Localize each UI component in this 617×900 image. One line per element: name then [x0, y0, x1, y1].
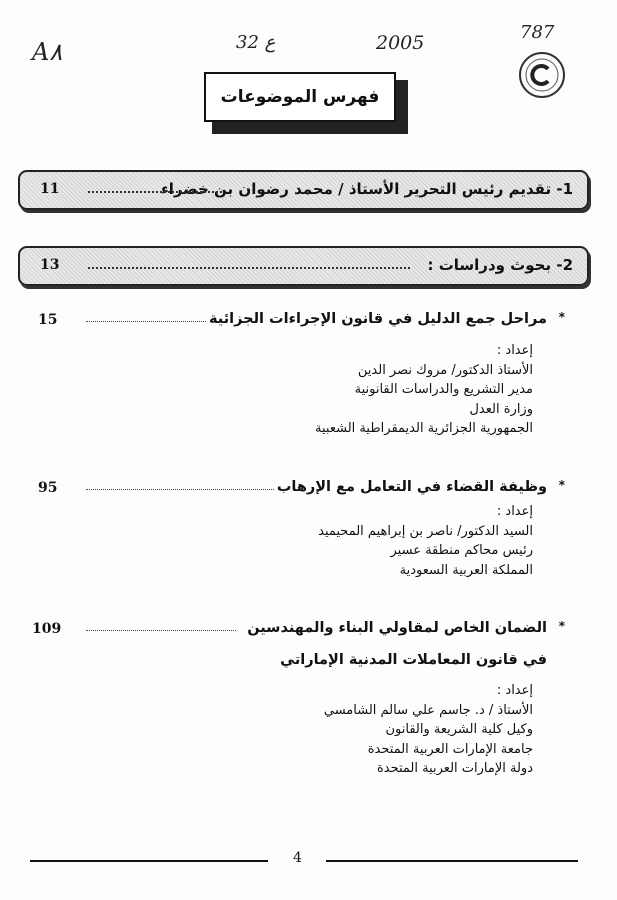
page-title: فهرس الموضوعات [204, 72, 396, 122]
author-block [324, 681, 533, 779]
leader-dots [86, 489, 274, 490]
author-block [315, 341, 533, 439]
author-line: وزارة العدل [469, 401, 533, 417]
handwritten-code: A٨ [32, 38, 63, 66]
footer-rule-right [326, 860, 578, 862]
article-title-line-2: في قانون المعاملات المدنية الإماراتي [280, 652, 547, 668]
author-block [318, 502, 533, 580]
author-line: دولة الإمارات العربية المتحدة [376, 761, 533, 776]
leader-dots [86, 321, 206, 322]
article-title: مراحل جمع الدليل في قانون الإجراءات الجزائية [208, 311, 547, 327]
leader-dots [86, 630, 236, 631]
section-title: 1- تقديم رئيس التحرير الأستاذ / محمد رضوان بن خضراء [161, 180, 573, 198]
article-title: الضمان الخاص لمقاولي البناء والمهندسين [247, 620, 547, 636]
handwritten-number: 787 [520, 22, 555, 43]
leader-dots [88, 267, 410, 269]
author-line: وكيل كلية الشريعة والقانون [385, 722, 533, 737]
article-title: وظيفة القضاء في التعامل مع الإرهاب [276, 479, 547, 495]
bullet-star: * [558, 310, 565, 324]
prepared-by-label: إعداد : [496, 504, 533, 519]
article-page-number: 95 [38, 480, 58, 496]
section-banner-editor-intro [18, 170, 589, 210]
article-page-number: 109 [32, 621, 62, 637]
handwritten-year: 2005 [376, 32, 425, 54]
section-page-number: 13 [40, 257, 60, 273]
section-banner-research [18, 246, 589, 286]
author-line: المملكة العربية السعودية [399, 562, 533, 578]
library-stamp-icon [517, 50, 567, 100]
author-line: الأستاذ / د. جاسم علي سالم الشامسي [323, 702, 533, 718]
handwritten-issue: 32 ع [236, 32, 276, 53]
article-page-number: 15 [38, 312, 58, 328]
author-line: مدير التشريع والدراسات القانونية [354, 382, 533, 397]
bullet-star: * [558, 619, 565, 633]
section-title: 2- بحوث ودراسات : [427, 256, 573, 274]
prepared-by-label: إعداد : [496, 343, 533, 358]
footer-page-number: 4 [293, 850, 302, 866]
title-frame [204, 72, 408, 134]
author-line: السيد الدكتور/ ناصر بن إبراهيم المحيميد [318, 523, 533, 539]
prepared-by-label: إعداد : [496, 683, 533, 698]
bullet-star: * [558, 478, 565, 492]
author-line: رئيس محاكم منطقة عسير [390, 543, 533, 558]
leader-dots [88, 191, 222, 193]
author-line: الأستاذ الدكتور/ مروك نصر الدين [357, 362, 533, 378]
author-line: جامعة الإمارات العربية المتحدة [367, 741, 533, 757]
author-line: الجمهورية الجزائرية الديمقراطية الشعبية [315, 421, 533, 436]
section-page-number: 11 [40, 181, 60, 197]
footer-rule-left [30, 860, 268, 862]
